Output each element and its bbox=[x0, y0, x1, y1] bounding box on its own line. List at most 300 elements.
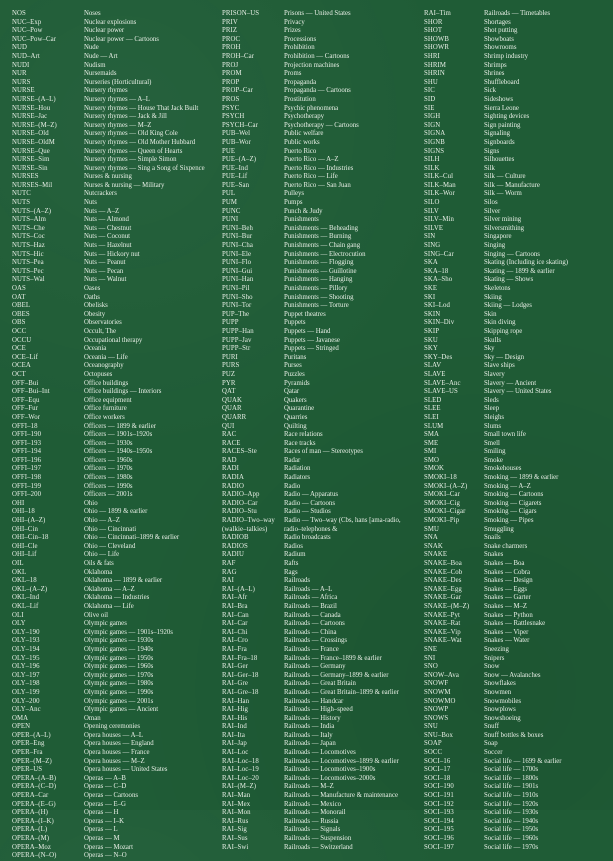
entry-code: PUE–San bbox=[222, 181, 250, 189]
entry-code: NUTS–Che bbox=[12, 224, 45, 232]
entry-description: Railroads — Signals bbox=[284, 826, 341, 834]
entry-code: SLAVE bbox=[424, 370, 446, 378]
entry-description: Shrimps bbox=[484, 61, 507, 69]
entry-code: RAI–Ind bbox=[222, 723, 247, 731]
entry-description: Olympic games — Ancient bbox=[84, 706, 159, 714]
entry-code: OPER–Fra bbox=[12, 749, 43, 757]
entry-code: OHI–Lif bbox=[12, 551, 37, 559]
entry-description: Snakes — Eggs bbox=[484, 585, 528, 593]
entry-code: RAI–Jap bbox=[222, 740, 247, 748]
entry-description: Puzzles bbox=[284, 370, 305, 378]
entry-code: SHOWB bbox=[424, 35, 450, 43]
entry-code: SIGNS bbox=[424, 147, 445, 155]
entry-description: Puritans bbox=[284, 353, 307, 361]
entry-description: Nursery rhymes — House That Jack Built bbox=[84, 104, 199, 112]
entry-code: SNOW–Ava bbox=[424, 671, 460, 679]
entry-code: SIGNB bbox=[424, 138, 445, 146]
entry-description: Nursery rhymes bbox=[84, 87, 128, 95]
entry-description: Races of man — Stereotypes bbox=[284, 448, 363, 456]
entry-description: Operas — Mozart bbox=[84, 843, 134, 851]
entry-description: Noses bbox=[84, 10, 101, 17]
entry-description: Oklahoma — A–Z bbox=[84, 585, 135, 593]
entry-description: Quakers bbox=[284, 396, 307, 404]
entry-description: Operas — C–D bbox=[84, 783, 127, 791]
entry-code: NUC–Exp bbox=[12, 18, 42, 26]
entry-code: OPER–(A–L) bbox=[12, 731, 51, 739]
entry-description: Snowflakes bbox=[484, 680, 516, 688]
entry-description: Sleep bbox=[484, 405, 500, 413]
entry-code: OFF–Fur bbox=[12, 405, 39, 413]
entry-description: Smokehouses bbox=[484, 465, 522, 473]
entry-description: Ohio — Cincinnati bbox=[84, 525, 137, 533]
entry-code: SOCC bbox=[424, 749, 443, 757]
entry-code: NURSE–(A–L) bbox=[12, 95, 56, 103]
entry-description: Opening ceremonies bbox=[84, 723, 141, 731]
entry-code: SOCI–17 bbox=[424, 766, 451, 774]
entry-description: Operas — E–G bbox=[84, 800, 126, 808]
entry-description: Slavery bbox=[484, 370, 505, 378]
entry-code: SNOWS bbox=[424, 714, 449, 722]
entry-code: PUNI bbox=[222, 216, 239, 224]
entry-code: SOCI–194 bbox=[424, 817, 454, 825]
entry-description: Showrooms bbox=[484, 44, 517, 52]
entry-code: SILK–Wor bbox=[424, 190, 455, 198]
entry-description: Ohio — Cleveland bbox=[84, 542, 136, 550]
entry-description: Silversmithing bbox=[484, 224, 525, 232]
entry-description: Shrines bbox=[484, 70, 505, 78]
entry-description: Punishments — Beheading bbox=[284, 224, 359, 232]
entry-description: Radium bbox=[284, 551, 306, 559]
entry-description: Oceanography bbox=[84, 362, 124, 370]
entry-code: RAI–Loc bbox=[222, 749, 249, 757]
entry-code: RAI–Loc–18 bbox=[222, 757, 259, 765]
entry-code: NUTS–Alm bbox=[12, 216, 47, 224]
entry-description: Snow — Avalanches bbox=[484, 671, 541, 679]
entry-code: RAI–Car bbox=[222, 620, 248, 628]
entry-description: Punishments bbox=[284, 216, 319, 224]
entry-code: NUTC bbox=[12, 190, 31, 198]
entry-code: SOCI–193 bbox=[424, 809, 454, 817]
entry-code: NUTS bbox=[12, 199, 31, 207]
entry-description: Officers — 1901s–1920s bbox=[84, 431, 153, 439]
entry-code: OPER–Eng bbox=[12, 740, 45, 748]
entry-code: SILK bbox=[424, 164, 440, 172]
entry-description: Singapore bbox=[484, 233, 512, 241]
entry-code: SMA bbox=[424, 431, 440, 439]
entry-code: PUNI–Gui bbox=[222, 267, 253, 275]
entry-code: OLY–197 bbox=[12, 671, 40, 679]
entry-code: RAI–Gre bbox=[222, 680, 248, 688]
entry-code: SLEI bbox=[424, 413, 439, 421]
entry-description: Snakes — Garter bbox=[484, 594, 531, 602]
entry-description: Sick bbox=[484, 87, 497, 95]
entry-code: PUNI–Ele bbox=[222, 250, 252, 258]
entry-description: Psychic phenomena bbox=[284, 104, 339, 112]
entry-description: Prisons — United States bbox=[284, 10, 351, 17]
entry-description: Sky bbox=[484, 345, 495, 353]
entry-description: Puppet theatres bbox=[284, 310, 326, 318]
entry-description: Nutcrackers bbox=[84, 190, 117, 198]
entry-description: Radio bbox=[284, 482, 301, 490]
entry-code: OHI–(A–Z) bbox=[12, 517, 46, 525]
entry-description: Operas — N–O bbox=[84, 852, 127, 860]
entry-code: OFFI–196 bbox=[12, 456, 42, 464]
entry-description: Occult, The bbox=[84, 327, 116, 335]
entry-code: PROS bbox=[222, 95, 240, 103]
entry-code: RAI–Ger bbox=[222, 663, 248, 671]
entry-description: Opera houses — France bbox=[84, 749, 150, 757]
entry-code: RADIU bbox=[222, 551, 245, 559]
entry-description: Operas — Cartoons bbox=[84, 792, 138, 800]
entry-code: SMOKI–18 bbox=[424, 474, 457, 482]
entry-description: Slavery — Ancient bbox=[484, 379, 537, 387]
entry-code: OFFI–198 bbox=[12, 474, 42, 482]
entry-code: OHI–Cle bbox=[12, 542, 38, 550]
entry-description: Radio broadcasts bbox=[284, 534, 331, 542]
entry-description: Railroads — Locomotives bbox=[284, 749, 356, 757]
entry-description: Railroads — Brazil bbox=[284, 602, 337, 610]
entry-description: Railroads — Mexico bbox=[284, 800, 342, 808]
entry-description: Skating (Including ice skating) bbox=[484, 259, 568, 267]
entry-code: SOCI–191 bbox=[424, 792, 454, 800]
entry-description: Railroads — High–speed bbox=[284, 706, 353, 714]
entry-description: Olive oil bbox=[84, 611, 108, 619]
entry-description: Olympic games — 1990s bbox=[84, 688, 154, 696]
entry-code: NURSE–(M–Z) bbox=[12, 121, 57, 129]
entry-code: SID bbox=[424, 95, 436, 103]
entry-description: Sierra Leone bbox=[484, 104, 519, 112]
entry-code: RACES–Ste bbox=[222, 448, 257, 456]
entry-description: Punishments — Shooting bbox=[284, 293, 354, 301]
entry-description: Snowplows bbox=[484, 706, 516, 714]
entry-code: RAI–(A–L) bbox=[222, 585, 255, 593]
entry-description: Oklahoma — Life bbox=[84, 602, 134, 610]
entry-description: Radiators bbox=[284, 474, 311, 482]
entry-code: RAC bbox=[222, 431, 237, 439]
entry-code: OPERA–(L) bbox=[12, 826, 48, 834]
entry-code: SKA bbox=[424, 259, 438, 267]
entry-code: SMOK bbox=[424, 465, 445, 473]
entry-code: OFF–Bui bbox=[12, 379, 39, 387]
entry-code: NURSE–Sin bbox=[12, 164, 48, 172]
entry-code: SILK–Cul bbox=[424, 173, 454, 181]
entry-code: OCE–Lif bbox=[12, 353, 38, 361]
entry-code: OLI bbox=[12, 611, 24, 619]
entry-description: Radio — Studios bbox=[284, 508, 331, 516]
entry-description: Singing bbox=[484, 242, 506, 250]
entry-description: Railroads — Great Britain bbox=[284, 680, 356, 688]
entry-code: RAF bbox=[222, 560, 236, 567]
entry-code: SING bbox=[424, 242, 441, 250]
entry-description: Social life — 1930s bbox=[484, 809, 539, 817]
entry-code: OCT bbox=[12, 370, 26, 378]
entry-code: PROP–Car bbox=[222, 87, 254, 95]
entry-description: Oceania — Life bbox=[84, 353, 128, 361]
entry-code: OPER–US bbox=[12, 766, 43, 774]
entry-code: SILH bbox=[424, 156, 440, 164]
entry-description: Silhouettes bbox=[484, 156, 515, 164]
entry-code: RAI–Mex bbox=[222, 800, 251, 808]
entry-description: Smoking — Cigarets bbox=[484, 499, 542, 507]
entry-code: SOCI–16 bbox=[424, 757, 451, 765]
entry-code: RACE bbox=[222, 439, 241, 447]
entry-code: PUPP bbox=[222, 319, 239, 327]
entry-code: SKI–Lod bbox=[424, 302, 450, 310]
entry-description: Rags bbox=[284, 568, 298, 576]
entry-code: SILO bbox=[424, 199, 440, 207]
entry-code: PROH bbox=[222, 44, 241, 52]
entry-code: NURSE bbox=[12, 87, 35, 95]
entry-code: RAI–Loc–20 bbox=[222, 774, 259, 782]
entry-code: OCC bbox=[12, 327, 27, 335]
entry-code: SNAKE–(M–Z) bbox=[424, 602, 470, 610]
entry-description: Quarries bbox=[284, 413, 308, 421]
entry-description: Railroads bbox=[284, 577, 311, 585]
entry-code: SHRIN bbox=[424, 70, 445, 78]
entry-description: Olympic games — 1901s–1920s bbox=[84, 628, 173, 636]
entry-code: RAI–Tim bbox=[424, 10, 451, 17]
entry-code: SNOWP bbox=[424, 706, 449, 714]
entry-description: Olympic games — 2001s bbox=[84, 697, 154, 705]
entry-description: Sideshows bbox=[484, 95, 514, 103]
entry-description: Skiing — Lodges bbox=[484, 302, 532, 310]
entry-code: NOS bbox=[12, 10, 26, 17]
entry-description: Propaganda bbox=[284, 78, 317, 86]
entry-description: Railroads — Crossings bbox=[284, 637, 348, 645]
entry-description: Obesity bbox=[84, 310, 106, 318]
entry-code: OHI–Cin bbox=[12, 525, 38, 533]
entry-description: Skiing bbox=[484, 293, 502, 301]
entry-code: SNAKE–Boa bbox=[424, 560, 462, 567]
entry-code: RAI–Sig bbox=[222, 826, 247, 834]
entry-description: Puppets — Hand bbox=[284, 327, 331, 335]
entry-description: Snakes — Viper bbox=[484, 628, 529, 636]
entry-description: Snakes — Python bbox=[484, 611, 533, 619]
entry-code: SILV bbox=[424, 207, 439, 215]
entry-description: Purses bbox=[284, 362, 302, 370]
entry-code: RADIO–App bbox=[222, 491, 260, 499]
entry-code: RAD bbox=[222, 456, 237, 464]
entry-code: OCE bbox=[12, 345, 26, 353]
entry-code: SKA–18 bbox=[424, 267, 449, 275]
entry-description: Race tracks bbox=[284, 439, 316, 447]
entry-code: NURSES–Mil bbox=[12, 181, 53, 189]
entry-code: PROP bbox=[222, 78, 240, 86]
entry-description: Signs bbox=[484, 147, 500, 155]
entry-description: Social life — 1699 & earlier bbox=[484, 757, 562, 765]
entry-description: Radiation bbox=[284, 465, 311, 473]
entry-description: Nursery rhymes — Old King Cole bbox=[84, 130, 178, 138]
entry-code: OPERA–(A–B) bbox=[12, 774, 57, 782]
entry-description: Punishments — Guillotine bbox=[284, 267, 357, 275]
entry-code: NURSE–Jac bbox=[12, 113, 48, 121]
entry-code: OCCU bbox=[12, 336, 32, 344]
entry-code: PUPP–Jav bbox=[222, 336, 252, 344]
entry-description: Snow bbox=[484, 663, 500, 671]
entry-description: Silver mining bbox=[484, 216, 522, 224]
entry-code: PUNI–Sho bbox=[222, 293, 253, 301]
entry-description: Office equipment bbox=[84, 396, 132, 404]
entry-description: Olympic games bbox=[84, 620, 127, 628]
entry-code: NUTS–Hic bbox=[12, 250, 44, 258]
entry-description: Smoke bbox=[484, 456, 503, 464]
entry-code: SMOKI–Pip bbox=[424, 517, 460, 525]
entry-code: NUDI bbox=[12, 61, 30, 69]
entry-description: Nursery rhymes — Sing a Song of Sixpence bbox=[84, 164, 205, 172]
entry-code: SIC bbox=[424, 87, 435, 95]
entry-description: Occupational therapy bbox=[84, 336, 143, 344]
entry-description: Olympic games — 1960s bbox=[84, 663, 154, 671]
entry-description: Singing — Cartoons bbox=[484, 250, 540, 258]
entry-description: Opera houses — A–L bbox=[84, 731, 144, 739]
entry-description: Nude — Art bbox=[84, 52, 118, 60]
entry-description: Shortages bbox=[484, 18, 511, 26]
entry-description: Oklahoma bbox=[84, 568, 113, 576]
entry-code: SKIN–Div bbox=[424, 319, 455, 327]
entry-code: OMA bbox=[12, 714, 29, 722]
entry-code: OBES bbox=[12, 310, 30, 318]
entry-code: SIN bbox=[424, 233, 436, 241]
entry-code: SLUM bbox=[424, 422, 444, 430]
entry-description: Sleighs bbox=[484, 413, 505, 421]
entry-description: Puerto Rico — Life bbox=[284, 173, 338, 181]
entry-code: RAI–Man bbox=[222, 792, 251, 800]
entry-code: SLAV bbox=[424, 362, 442, 370]
entry-description: Nuts — A–Z bbox=[84, 207, 120, 215]
entry-description: Shot putting bbox=[484, 27, 518, 35]
entry-description: Proms bbox=[284, 70, 302, 78]
entry-code: SHRIM bbox=[424, 61, 447, 69]
entry-code: OLY–193 bbox=[12, 637, 40, 645]
entry-code: SME bbox=[424, 439, 439, 447]
entry-code: SLED bbox=[424, 396, 442, 404]
entry-description: Small town life bbox=[484, 431, 526, 439]
entry-code: PUPP–Str bbox=[222, 345, 251, 353]
entry-code: NURSES bbox=[12, 173, 39, 181]
entry-code: PUNI–Tor bbox=[222, 302, 252, 310]
entry-code: RAI–Cro bbox=[222, 637, 248, 645]
entry-description: Public works bbox=[284, 138, 320, 146]
entry-description: Social life — 1960s bbox=[484, 835, 539, 842]
entry-description: Snakes — Design bbox=[484, 577, 533, 585]
entry-description: Sneezing bbox=[484, 645, 509, 653]
entry-description: Olympic games — 1940s bbox=[84, 645, 154, 653]
entry-description: Railroads — M–Z bbox=[284, 783, 334, 791]
entry-description: Nuclear power bbox=[84, 27, 125, 35]
entry-description: Nuts — Almond bbox=[84, 216, 129, 224]
entry-code: OFF–Wor bbox=[12, 413, 41, 421]
entry-code: PUNC bbox=[222, 207, 241, 215]
entry-description: Railroads — Cartoons bbox=[284, 620, 345, 628]
entry-code: RADIOS bbox=[222, 542, 248, 550]
entry-description: Skin bbox=[484, 310, 497, 318]
entry-description: Prizes bbox=[284, 27, 301, 35]
entry-code: PUE–(A–Z) bbox=[222, 156, 257, 164]
entry-description: Oaths bbox=[84, 293, 100, 301]
entry-description: Pyramids bbox=[284, 379, 310, 387]
entry-description: Railroads — India bbox=[284, 723, 335, 731]
entry-description: Slavery — United States bbox=[484, 388, 552, 396]
entry-description: Rafts bbox=[284, 560, 299, 567]
entry-code: PUZ bbox=[222, 370, 236, 378]
entry-description: Public welfare bbox=[284, 130, 324, 138]
entry-code: SMOKI–Cig bbox=[424, 499, 461, 507]
entry-description: Railroads — Handcar bbox=[284, 697, 344, 705]
entry-code: SHOWR bbox=[424, 44, 450, 52]
entry-code: RAI–Ger–18 bbox=[222, 671, 259, 679]
entry-code: NURSE–Hou bbox=[12, 104, 51, 112]
entry-code: PSYC bbox=[222, 104, 240, 112]
entry-description: Ohio — Life bbox=[84, 551, 120, 559]
entry-description: Nursery rhymes — Queen of Hearts bbox=[84, 147, 183, 155]
entry-code: OAS bbox=[12, 285, 26, 292]
entry-code: OBEL bbox=[12, 302, 31, 310]
entry-description: Social life — 1970s bbox=[484, 843, 539, 851]
entry-code: OHI–Cin–18 bbox=[12, 534, 49, 542]
entry-description: Snakes — Boa bbox=[484, 560, 525, 567]
entry-description: Snuff bbox=[484, 723, 499, 731]
entry-description: Radar bbox=[284, 456, 301, 464]
entry-code: SKU bbox=[424, 336, 438, 344]
entry-description: Puerto Rico — San Juan bbox=[284, 181, 351, 189]
entry-description: Privacy bbox=[284, 18, 305, 26]
entry-code: RAI–Han bbox=[222, 697, 250, 705]
entry-code: SIE bbox=[424, 104, 435, 112]
entry-code: OPERA–(I–K) bbox=[12, 817, 54, 825]
entry-description: Office workers bbox=[84, 413, 125, 421]
entry-description: Railroads — Suspension bbox=[284, 835, 352, 842]
entry-code: RADIO–Car bbox=[222, 499, 258, 507]
entry-code: RADIO–Two–way (walkie–talkies) bbox=[222, 517, 275, 533]
entry-description: Snakes — M–Z bbox=[484, 602, 528, 610]
entry-code: OCEA bbox=[12, 362, 31, 370]
entry-code: NURS bbox=[12, 78, 31, 86]
entry-description: Smuggling bbox=[484, 525, 514, 533]
entry-code: OFF–Equ bbox=[12, 396, 40, 404]
entry-code: OIL bbox=[12, 560, 24, 567]
entry-code: SNOWMO bbox=[424, 697, 456, 705]
entry-description: Snakes — Rattlesnake bbox=[484, 620, 546, 628]
entry-description: Propaganda — Cartoons bbox=[284, 87, 351, 95]
entry-description: Silk bbox=[484, 164, 495, 172]
entry-code: SNOWF bbox=[424, 680, 449, 688]
entry-description: Snakes — Water bbox=[484, 637, 530, 645]
entry-description: Railroads — France bbox=[284, 645, 339, 653]
entry-description: Officers — 1899 & earlier bbox=[84, 422, 156, 430]
entry-code: OPERA–Car bbox=[12, 792, 49, 800]
entry-description: Nuclear explosions bbox=[84, 18, 137, 26]
entry-description: Opera houses — England bbox=[84, 740, 154, 748]
entry-description: Railroads — Locomotives–2000s bbox=[284, 774, 376, 782]
entry-description: Nuts — Walnut bbox=[84, 276, 127, 284]
entry-description: Puppets bbox=[284, 319, 306, 327]
entry-description: Skeletons bbox=[484, 285, 511, 292]
entry-description: Pulleys bbox=[284, 190, 305, 198]
entry-description: Officers — 1930s bbox=[84, 439, 133, 447]
entry-code: RAI–Gre–18 bbox=[222, 688, 259, 696]
entry-code: RADIO bbox=[222, 482, 245, 490]
entry-code: OLY–190 bbox=[12, 628, 40, 636]
entry-code: QAT bbox=[222, 388, 236, 396]
entry-description: Nurses & nursing — Military bbox=[84, 181, 165, 189]
entry-description: Qatar bbox=[284, 388, 300, 396]
entry-code: SING–Car bbox=[424, 250, 454, 258]
entry-code: OLY–Anc bbox=[12, 706, 41, 714]
entry-code: PUE bbox=[222, 147, 236, 155]
entry-description: Silk — Manufacture bbox=[484, 181, 540, 189]
entry-code: RAI–Loc–19 bbox=[222, 766, 259, 774]
entry-description: Sighting devices bbox=[484, 113, 530, 121]
